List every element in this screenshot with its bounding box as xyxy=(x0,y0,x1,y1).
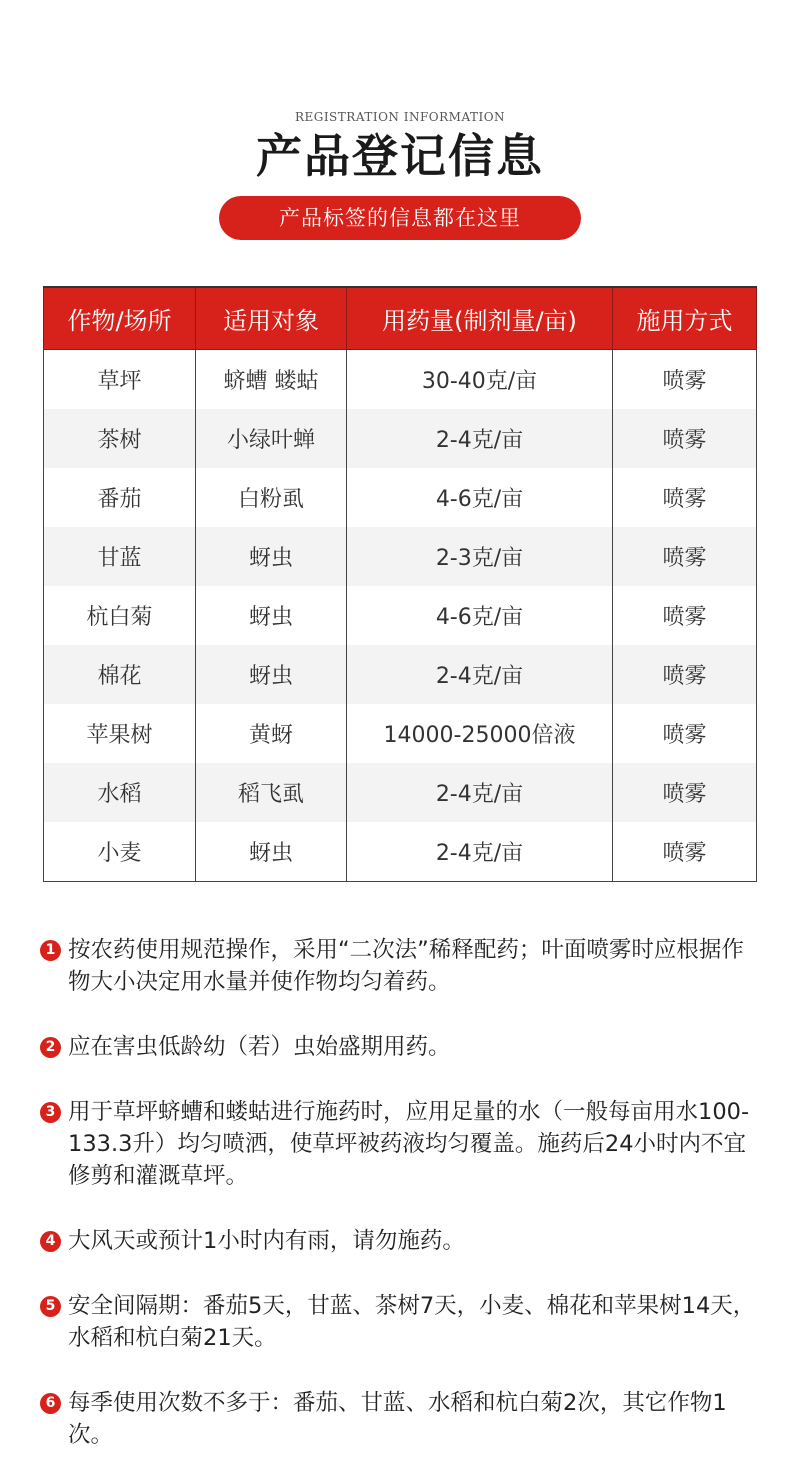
cell-crop: 棉花 xyxy=(44,645,196,704)
column-header-dosage: 用药量(制剂量/亩) xyxy=(347,287,613,350)
cell-method: 喷雾 xyxy=(613,350,757,410)
table-row xyxy=(44,645,757,704)
section-eyebrow: REGISTRATION INFORMATION xyxy=(294,110,506,124)
cell-method: 喷雾 xyxy=(613,468,757,527)
note-text: 安全间隔期：番茄5天，甘蓝、茶树7天，小麦、棉花和苹果树14天，水稻和杭白菊21天。 xyxy=(68,1293,756,1351)
table-row xyxy=(44,763,757,822)
table-header-row xyxy=(44,287,757,350)
cell-dosage: 4-6克/亩 xyxy=(347,586,613,645)
table-row xyxy=(44,409,757,468)
usage-notes xyxy=(40,934,760,1484)
cell-method: 喷雾 xyxy=(613,763,757,822)
cell-crop: 番茄 xyxy=(44,468,196,527)
number-badge-icon: 2 xyxy=(40,1037,61,1058)
cell-method: 喷雾 xyxy=(613,822,757,882)
cell-crop: 甘蓝 xyxy=(44,527,196,586)
cell-crop: 茶树 xyxy=(44,409,196,468)
note-text: 用于草坪蛴螬和蝼蛄进行施药时，应用足量的水（一般每亩用水100-133.3升）均匀喷洒，使草坪被药液均匀覆盖。施药后24小时内不宜修剪和灌溉草坪。 xyxy=(68,1099,750,1189)
note-text: 按农药使用规范操作，采用“二次法”稀释配药；叶面喷雾时应根据作物大小决定用水量并使作物均匀着药。 xyxy=(68,937,744,995)
cell-crop: 苹果树 xyxy=(44,704,196,763)
cell-target: 蚜虫 xyxy=(196,586,347,645)
column-header-target: 适用对象 xyxy=(196,287,347,350)
cell-target: 蚜虫 xyxy=(196,822,347,882)
cell-method: 喷雾 xyxy=(613,704,757,763)
note-item xyxy=(40,1225,760,1257)
table-row xyxy=(44,822,757,882)
cell-method: 喷雾 xyxy=(613,645,757,704)
number-badge-icon: 5 xyxy=(40,1296,61,1317)
cell-method: 喷雾 xyxy=(613,527,757,586)
number-badge-icon: 6 xyxy=(40,1393,61,1414)
cell-crop: 水稻 xyxy=(44,763,196,822)
cell-target: 蛴螬 蝼蛄 xyxy=(196,350,347,410)
cell-target: 小绿叶蝉 xyxy=(196,409,347,468)
note-text: 大风天或预计1小时内有雨，请勿施药。 xyxy=(68,1228,465,1254)
note-text: 应在害虫低龄幼（若）虫始盛期用药。 xyxy=(68,1034,451,1060)
note-text: 每季使用次数不多于：番茄、甘蓝、水稻和杭白菊2次，其它作物1次。 xyxy=(68,1390,727,1448)
number-badge-icon: 4 xyxy=(40,1231,61,1252)
cell-dosage: 4-6克/亩 xyxy=(347,468,613,527)
note-item xyxy=(40,1031,760,1063)
table-row xyxy=(44,527,757,586)
page-header xyxy=(0,0,800,260)
cell-dosage: 2-4克/亩 xyxy=(347,763,613,822)
table-row xyxy=(44,350,757,410)
registration-table xyxy=(43,286,757,882)
table-row xyxy=(44,468,757,527)
table-row xyxy=(44,704,757,763)
column-header-method: 施用方式 xyxy=(613,287,757,350)
table-row xyxy=(44,586,757,645)
cell-method: 喷雾 xyxy=(613,409,757,468)
note-item xyxy=(40,1096,760,1192)
cell-dosage: 2-4克/亩 xyxy=(347,822,613,882)
cell-dosage: 2-4克/亩 xyxy=(347,409,613,468)
cell-dosage: 2-4克/亩 xyxy=(347,645,613,704)
cell-crop: 杭白菊 xyxy=(44,586,196,645)
cell-dosage: 30-40克/亩 xyxy=(347,350,613,410)
column-header-crop: 作物/场所 xyxy=(44,287,196,350)
cell-target: 蚜虫 xyxy=(196,527,347,586)
cell-method: 喷雾 xyxy=(613,586,757,645)
cell-target: 黄蚜 xyxy=(196,704,347,763)
note-item xyxy=(40,1387,760,1451)
subtitle-badge: 产品标签的信息都在这里 xyxy=(219,196,581,240)
number-badge-icon: 1 xyxy=(40,940,61,961)
cell-dosage: 2-3克/亩 xyxy=(347,527,613,586)
cell-target: 蚜虫 xyxy=(196,645,347,704)
cell-dosage: 14000-25000倍液 xyxy=(347,704,613,763)
cell-target: 白粉虱 xyxy=(196,468,347,527)
note-item xyxy=(40,934,760,998)
cell-crop: 草坪 xyxy=(44,350,196,410)
number-badge-icon: 3 xyxy=(40,1102,61,1123)
page-title: 产品登记信息 xyxy=(256,129,544,183)
cell-crop: 小麦 xyxy=(44,822,196,882)
note-item xyxy=(40,1290,760,1354)
cell-target: 稻飞虱 xyxy=(196,763,347,822)
